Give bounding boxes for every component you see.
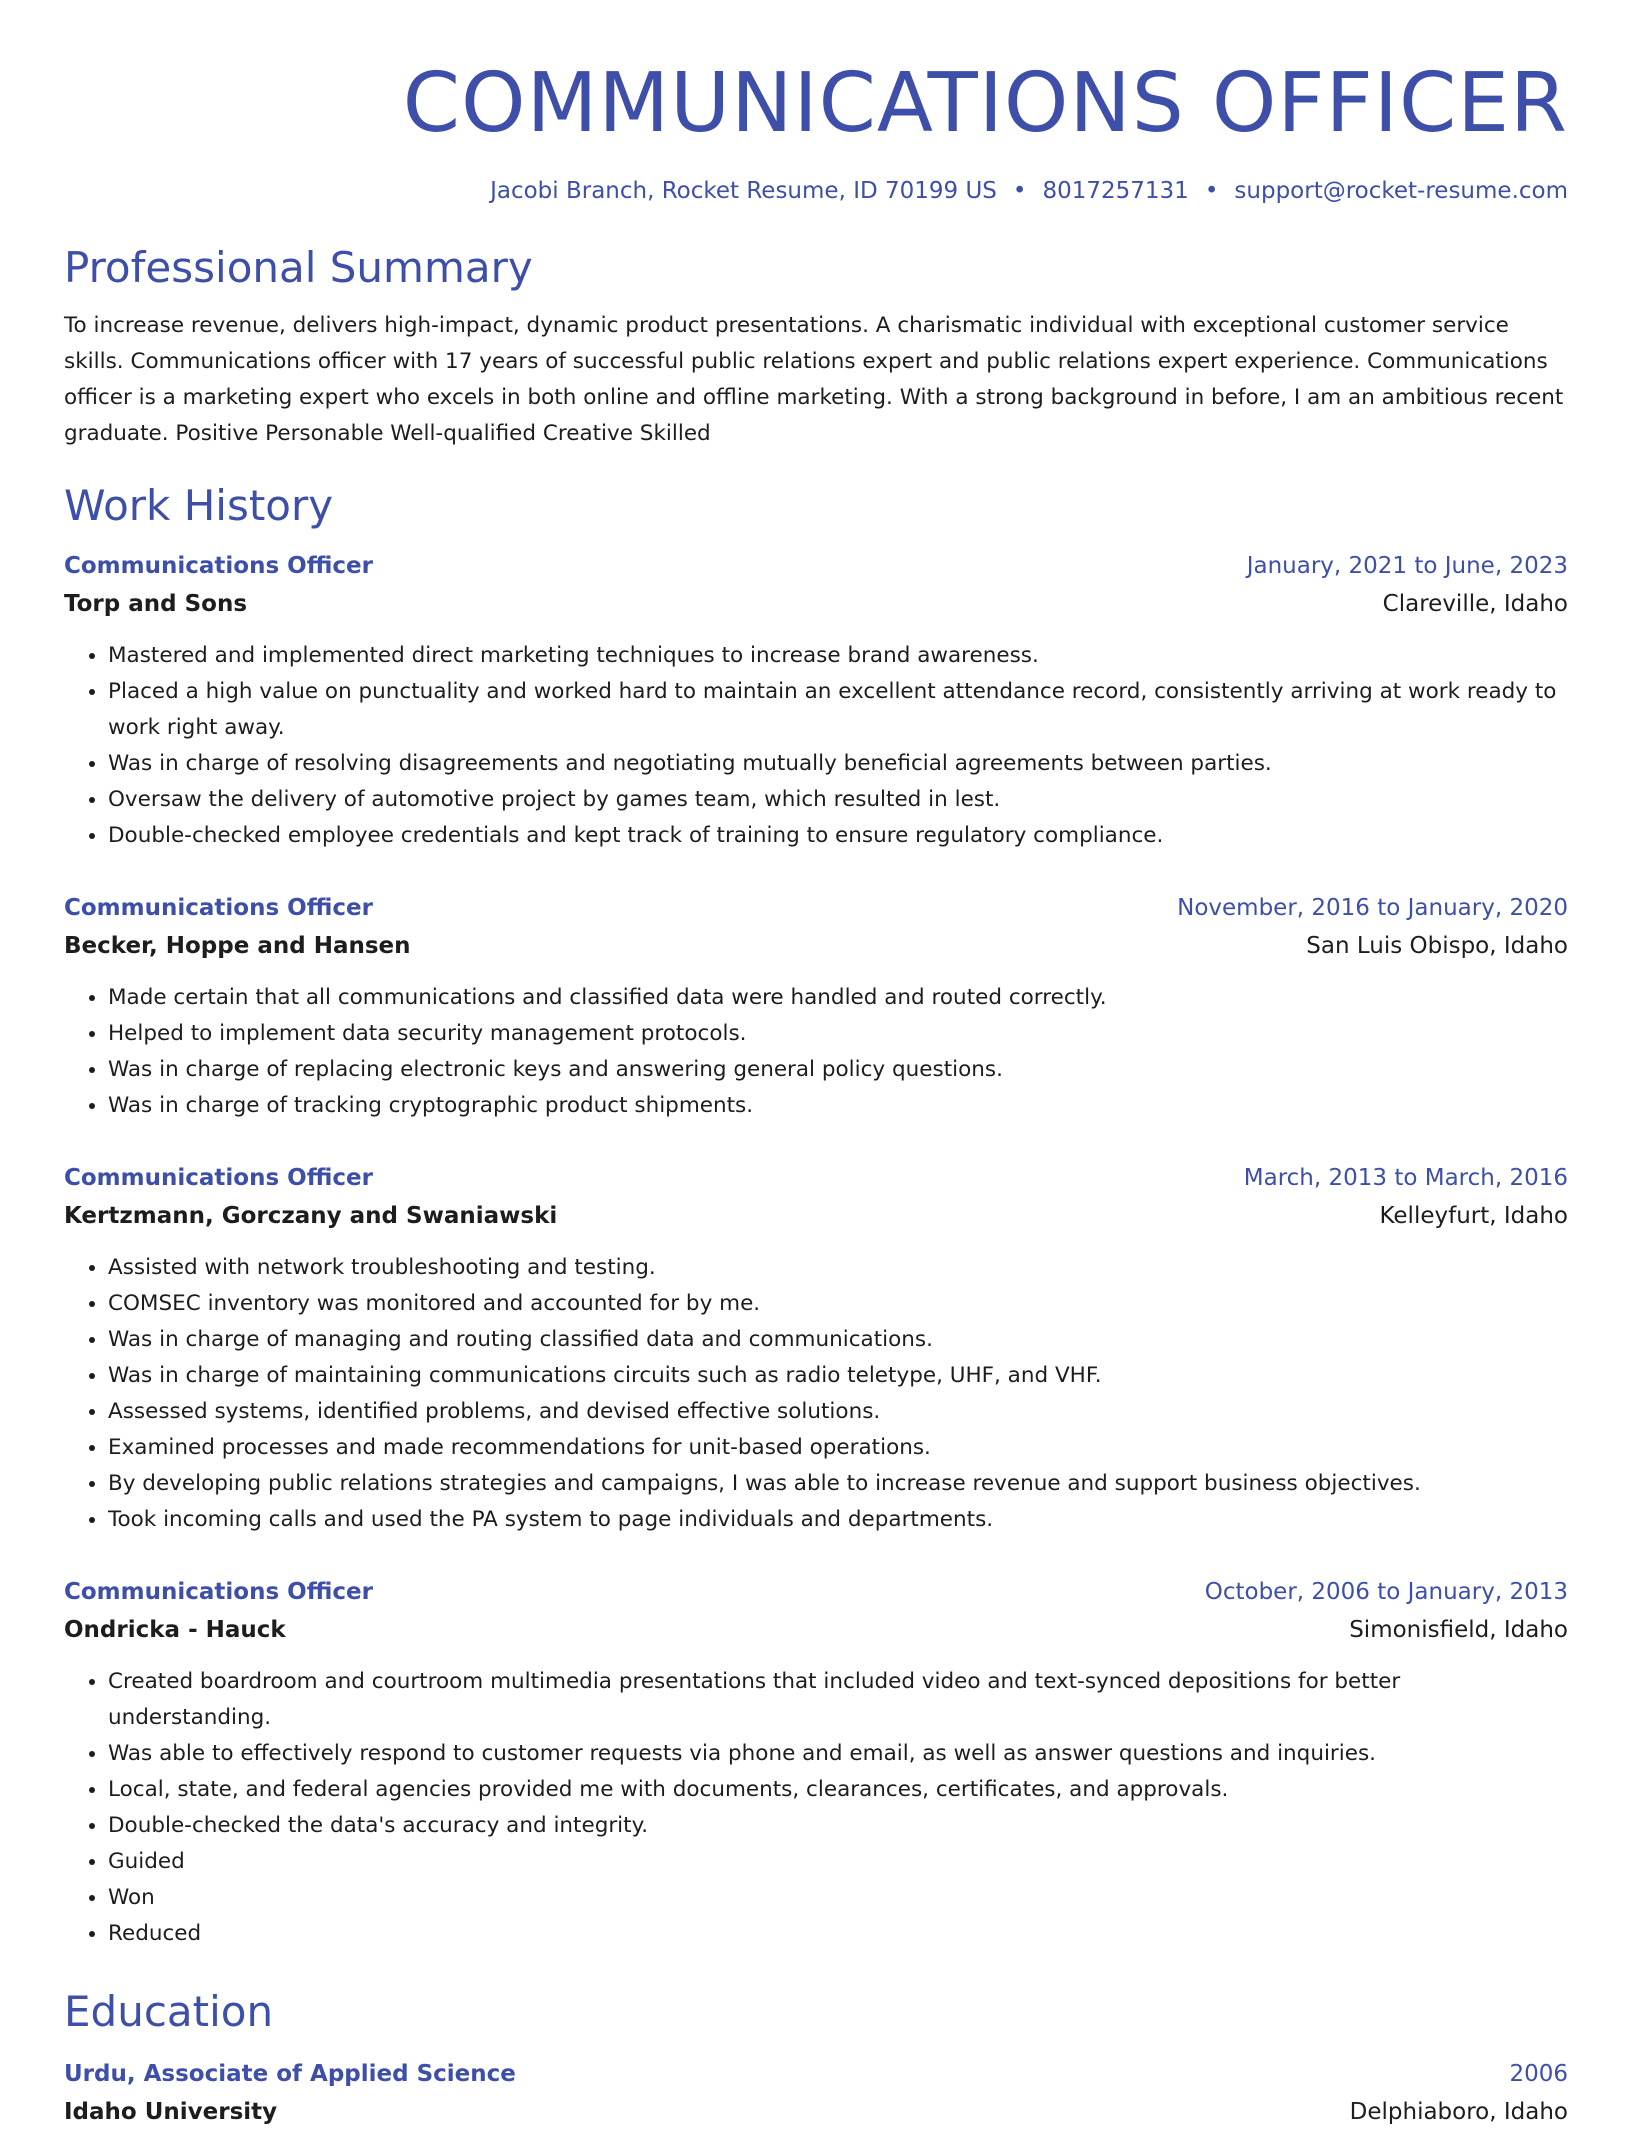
job-title: Communications Officer <box>64 1579 373 1605</box>
contact-line <box>64 176 1568 206</box>
job-location: Kelleyfurt, Idaho <box>1379 1203 1568 1229</box>
job-bullet: • Took incoming calls and used the PA system to page individuals and departments. <box>108 1502 1568 1538</box>
job-company: Becker, Hoppe and Hansen <box>64 933 411 959</box>
job-company: Torp and Sons <box>64 591 248 617</box>
job-bullet: • Reduced <box>108 1916 1568 1952</box>
job-title: Communications Officer <box>64 895 373 921</box>
education-section <box>64 1986 1568 2132</box>
job-bullet: • Double-checked the data's accuracy and integrity. <box>108 1808 1568 1844</box>
job-bullet: • Was in charge of maintaining communications circuits such as radio teletype, UHF, and VHF. <box>108 1358 1568 1394</box>
job-bullet: • Helped to implement data security management protocols. <box>108 1016 1568 1052</box>
education-degree: Urdu, Associate of Applied Science <box>64 2061 516 2087</box>
education-school: Idaho University <box>64 2099 278 2125</box>
education-year: 2006 <box>1509 2061 1568 2087</box>
job-bullet: • Was in charge of resolving disagreements and negotiating mutually beneficial agreements between parties. <box>108 746 1568 782</box>
job-entry <box>64 890 1568 1124</box>
job-bullet: • Mastered and implemented direct marketing techniques to increase brand awareness. <box>108 638 1568 674</box>
education-entry <box>64 2056 1568 2132</box>
job-title: Communications Officer <box>64 1165 373 1191</box>
work-history-section <box>64 480 1568 1952</box>
job-company: Ondricka - Hauck <box>64 1617 286 1643</box>
job-dates: November, 2016 to January, 2020 <box>1177 895 1568 921</box>
job-bullet: • Guided <box>108 1844 1568 1880</box>
job-bullet: • Created boardroom and courtroom multimedia presentations that included video and text-synced depositions for better understanding. <box>108 1664 1568 1736</box>
contact-phone: 8017257131 <box>1042 178 1189 204</box>
job-bullet: • Examined processes and made recommendations for unit-based operations. <box>108 1430 1568 1466</box>
job-company: Kertzmann, Gorczany and Swaniawski <box>64 1203 558 1229</box>
job-bullet: • Local, state, and federal agencies provided me with documents, clearances, certificates, and approvals. <box>108 1772 1568 1808</box>
job-location: Clareville, Idaho <box>1382 591 1568 617</box>
job-entry <box>64 1160 1568 1538</box>
job-location: Simonisfield, Idaho <box>1349 1617 1568 1643</box>
job-entry <box>64 1574 1568 1952</box>
job-bullet: • Assessed systems, identified problems, and devised effective solutions. <box>108 1394 1568 1430</box>
resume-page <box>64 0 1568 2132</box>
job-dates: January, 2021 to June, 2023 <box>1246 553 1568 579</box>
job-dates: March, 2013 to March, 2016 <box>1243 1165 1568 1191</box>
contact-separator: • <box>1012 178 1027 204</box>
job-dates: October, 2006 to January, 2013 <box>1204 1579 1568 1605</box>
job-bullets <box>64 638 1568 854</box>
contact-email[interactable]: support@rocket-resume.com <box>1234 178 1568 204</box>
job-bullet: • Double-checked employee credentials and kept track of training to ensure regulatory compliance. <box>108 818 1568 854</box>
job-location: San Luis Obispo, Idaho <box>1306 933 1568 959</box>
job-bullet: • Was able to effectively respond to customer requests via phone and email, as well as answer questions and inquiries. <box>108 1736 1568 1772</box>
job-bullets <box>64 1250 1568 1538</box>
job-bullet: • Placed a high value on punctuality and worked hard to maintain an excellent attendance record, consistently arriving at work ready to work right away. <box>108 674 1568 746</box>
section-heading: Work History <box>64 481 334 530</box>
job-bullet: • Was in charge of tracking cryptographic product shipments. <box>108 1088 1568 1124</box>
job-bullet: • Made certain that all communications and classified data were handled and routed correctly. <box>108 980 1568 1016</box>
resume-title: COMMUNICATIONS OFFICER <box>402 56 1568 151</box>
job-bullet: • Was in charge of replacing electronic keys and answering general policy questions. <box>108 1052 1568 1088</box>
job-title: Communications Officer <box>64 553 373 579</box>
job-bullet: • Won <box>108 1880 1568 1916</box>
contact-address: Jacobi Branch, Rocket Resume, ID 70199 US <box>490 178 997 204</box>
job-bullet: • Assisted with network troubleshooting and testing. <box>108 1250 1568 1286</box>
professional-summary-section <box>64 242 1568 452</box>
job-entry <box>64 548 1568 854</box>
job-bullet: • By developing public relations strategies and campaigns, I was able to increase revenue and support business objectives. <box>108 1466 1568 1502</box>
section-heading: Professional Summary <box>64 243 533 292</box>
section-heading: Education <box>64 1987 274 2036</box>
job-bullets <box>64 980 1568 1124</box>
job-bullet: • Was in charge of managing and routing classified data and communications. <box>108 1322 1568 1358</box>
summary-text: To increase revenue, delivers high-impact, dynamic product presentations. A charismatic individual with exceptional customer service skills. Communications officer with 17 years of successful public relations expert and public relations expert experience. Communications officer is a marketing expert who excels in both online and offline marketing. With a strong background in before, I am an ambitious recent graduate. Positive Personable Well-qualified Creative Skilled <box>64 313 1564 446</box>
education-location: Delphiaboro, Idaho <box>1349 2099 1568 2125</box>
contact-separator: • <box>1204 178 1219 204</box>
job-bullet: • Oversaw the delivery of automotive project by games team, which resulted in lest. <box>108 782 1568 818</box>
job-bullets <box>64 1664 1568 1952</box>
job-bullet: • COMSEC inventory was monitored and accounted for by me. <box>108 1286 1568 1322</box>
